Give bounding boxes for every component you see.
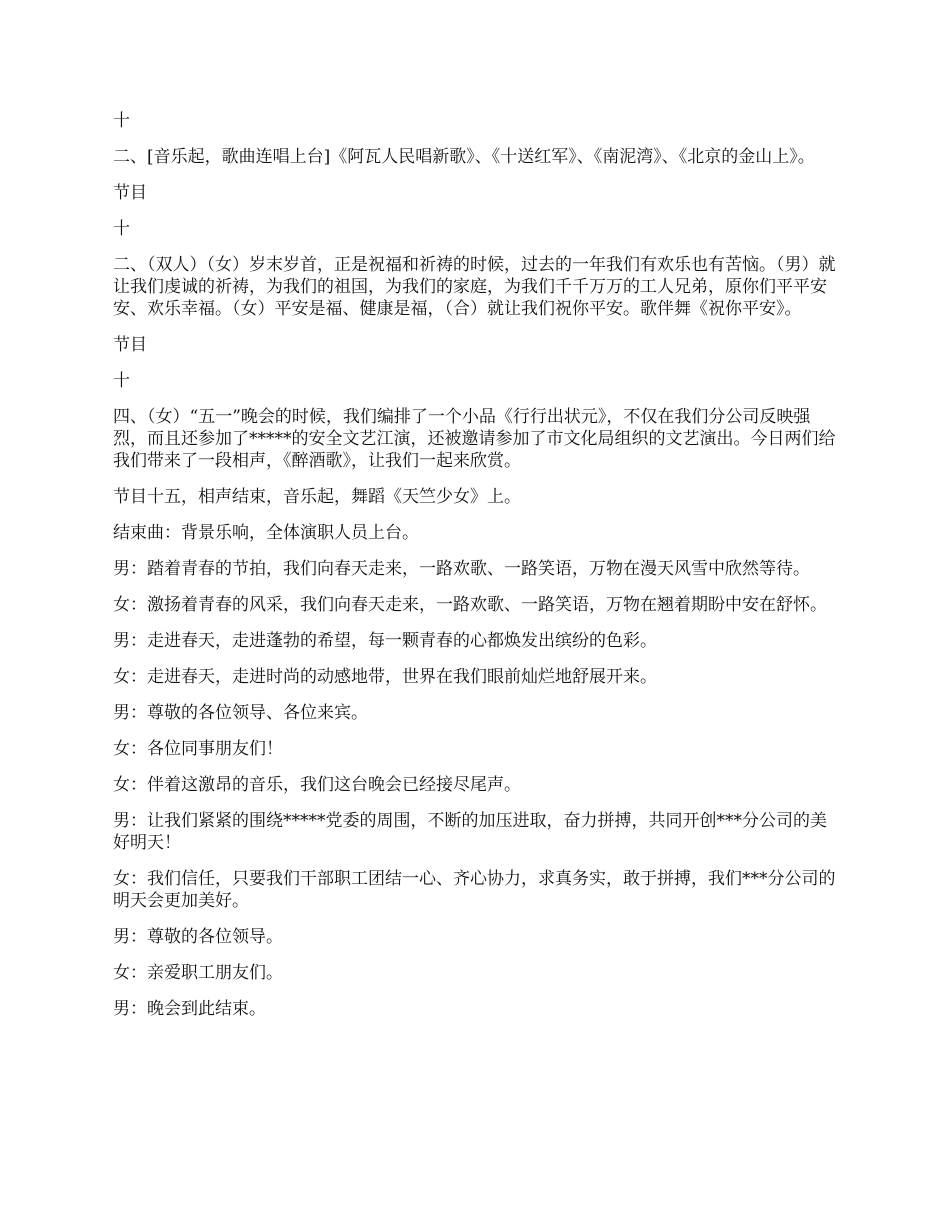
- paragraph: 十: [113, 219, 130, 239]
- paragraph: 男：尊敬的各位领导、各位来宾。: [113, 703, 368, 723]
- paragraph: 男：尊敬的各位领导。: [113, 927, 283, 947]
- paragraph: 女：亲爱职工朋友们。: [113, 963, 283, 983]
- paragraph: 节目: [113, 335, 147, 355]
- paragraph: 十: [113, 371, 130, 391]
- paragraph: 女：各位同事朋友们！: [113, 739, 283, 759]
- paragraph: 十: [113, 111, 130, 131]
- paragraph: 女：伴着这激昂的音乐，我们这台晚会已经接尽尾声。: [113, 775, 521, 795]
- paragraph: 节目十五，相声结束，音乐起，舞蹈《天竺少女》上。: [113, 487, 521, 507]
- paragraph: 男：走进春天，走进蓬勃的希望，每一颗青春的心都焕发出缤纷的色彩。: [113, 631, 657, 651]
- paragraph: 二、（双人）（女）岁末岁首，正是祝福和祈祷的时候，过去的一年我们有欢乐也有苦恼。（男）就让我们虔诚的祈祷，为我们的祖国，为我们的家庭，为我们千千万万的工人兄弟，原你们平平安安、欢乐幸福。（女）平安是福、健康是福，（合）就让我们祝你平安。歌伴舞《祝你平安》。: [113, 255, 836, 319]
- paragraph: 女：激扬着青春的风采，我们向春天走来，一路欢歌、一路笑语，万物在翘着期盼中安在舒怀。: [113, 595, 827, 615]
- paragraph: 男：晚会到此结束。: [113, 999, 266, 1019]
- paragraph: 结束曲：背景乐响，全体演职人员上台。: [113, 523, 419, 543]
- paragraph: 节目: [113, 183, 147, 203]
- paragraph: 男：踏着青春的节拍，我们向春天走来，一路欢歌、一路笑语，万物在漫天风雪中欣然等待。: [113, 559, 810, 579]
- paragraph: 男：让我们紧紧的围绕*****党委的周围，不断的加压进取，奋力拼搏，共同开创***分公司的美好明天！: [113, 811, 827, 853]
- paragraph: 女：我们信任，只要我们干部职工团结一心、齐心协力，求真务实，敢于拼搏，我们***分公司的明天会更加美好。: [113, 869, 836, 911]
- paragraph: 四、（女）“五一”晚会的时候，我们编排了一个小品《行行出状元》，不仅在我们分公司反映强烈，而且还参加了*****的安全文艺江演，还被邀请参加了市文化局组织的文艺演出。今日两们给我们带来了一段相声，《醉酒歌》，让我们一起来欣赏。: [113, 407, 836, 471]
- paragraph: 二、[音乐起，歌曲连唱上台]《阿瓦人民唱新歌》、《十送红军》、《南泥湾》、《北京的金山上》。: [113, 147, 815, 167]
- paragraph: 女：走进春天，走进时尚的动感地带，世界在我们眼前灿烂地舒展开来。: [113, 667, 657, 687]
- document-body: [113, 110, 839, 1034]
